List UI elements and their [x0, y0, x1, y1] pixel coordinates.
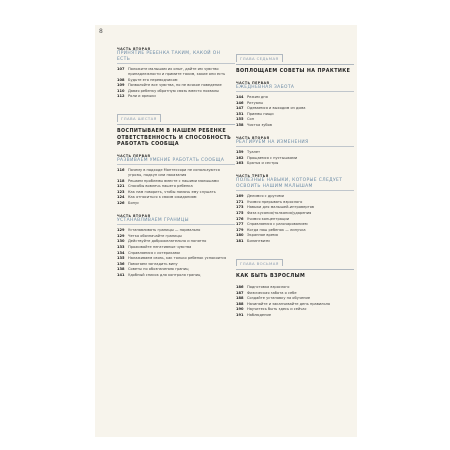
entry-title: Наблюдение	[247, 313, 272, 318]
entry-title: Учимся концентрации	[247, 216, 290, 221]
toc-entry	[236, 106, 354, 111]
part-label: ЧАСТЬ ВТОРАЯ	[117, 47, 151, 51]
entry-title: Как нам говорить, чтобы помочь ему слушать	[128, 189, 216, 194]
page-ref: 138	[117, 267, 125, 272]
toc-entry	[236, 239, 354, 244]
page-ref: 179	[236, 227, 244, 232]
toc-entry	[236, 95, 354, 100]
chapter-six	[117, 105, 235, 278]
toc-entry	[117, 83, 235, 88]
toc-entry	[117, 195, 235, 200]
toc-entry	[236, 205, 354, 210]
entry-title: Справляемся с разочарованием	[247, 222, 308, 227]
toc-entry	[117, 94, 235, 99]
toc-entry	[236, 101, 354, 106]
toc-entry	[117, 228, 235, 233]
chapter-title: ВОСПИТЫВАЕМ В НАШЕМ РЕБЕНКЕ ОТВЕТСТВЕННОСТЬ И СПОСОБНОСТЬ РАБОТАТЬ СООБЩА	[117, 129, 232, 148]
entry-title: Положите малышам их опыт, дайте им чувство принадлежности и примите таким, какие они есть	[128, 67, 226, 77]
page-ref: 110	[117, 88, 125, 93]
toc-entry	[117, 251, 235, 256]
entry-title: Позволяйте все чувства, но не всякое поведение	[128, 83, 222, 88]
page-ref: 188	[236, 301, 244, 306]
toc-entry	[236, 217, 354, 222]
page-ref: 173	[236, 205, 244, 210]
page-ref: 112	[117, 94, 125, 99]
page-ref: 187	[236, 290, 244, 295]
chapter-title: ВОПЛОЩАЕМ СОВЕТЫ НА ПРАКТИКЕ	[236, 69, 351, 74]
toc-entry	[117, 184, 235, 189]
toc-entry	[236, 156, 354, 161]
page-ref: 171	[236, 199, 244, 204]
page-ref: 169	[236, 194, 244, 199]
toc-entry	[117, 267, 235, 272]
page-ref: 126	[117, 201, 125, 206]
toc-entry	[117, 245, 235, 250]
entry-title: Сон	[247, 117, 255, 122]
entry-title: Удобный список для контроля границ	[128, 272, 201, 277]
toc-entry	[236, 211, 354, 216]
part-title: ПРИНЯТИЕ РЕБЕНКА ТАКИМ, КАКОЙ ОН ЕСТЬ	[117, 51, 235, 64]
page-ref: 146	[236, 100, 244, 105]
toc-entry	[236, 117, 354, 122]
entry-title: Четко обозначайте границы	[128, 233, 182, 238]
entry-title: Способы вовлечь нашего ребенка	[128, 184, 193, 189]
part-label: ЧАСТЬ ВТОРАЯ	[236, 135, 270, 140]
right-column	[236, 45, 354, 319]
part-title: ПОЛЕЗНЫЕ НАВЫКИ, КОТОРЫЕ СЛЕДУЕТ ОСВОИТЬ НАШИМ МАЛЫШАМ	[236, 178, 354, 191]
chapter-seven	[236, 45, 354, 244]
entry-title: Налаживаем связь, как только ребенок успокоится	[128, 256, 227, 261]
section-accepting-child	[117, 47, 235, 99]
chapter-tag: ГЛАВА СЕДЬМАЯ	[236, 54, 283, 62]
left-column	[117, 45, 235, 279]
entry-title: Приемы пищи	[247, 111, 274, 116]
entry-title: Роли и ярлыки	[128, 94, 156, 99]
entry-title: Экранное время	[247, 233, 278, 238]
toc-entry	[117, 239, 235, 244]
page-ref: 180	[236, 233, 244, 238]
chapter-title: КАК БЫТЬ ВЗРОСЛЫМ	[236, 273, 306, 279]
page-ref: 129	[117, 233, 125, 238]
entry-title: Почему в подходе Монтессори не используются угрозы, подкуп или наказания	[128, 168, 220, 178]
entry-list	[236, 194, 354, 244]
entry-title: Фаза кусания/толкания/ударения	[247, 211, 312, 215]
page-ref: 135	[117, 256, 125, 261]
entry-title: Братья и сестры	[247, 161, 279, 166]
toc-entry	[236, 194, 354, 199]
part-title: РЕАГИРУЕМ НА ИЗМЕНЕНИЯ	[236, 140, 354, 148]
toc-entry	[117, 179, 235, 184]
toc-entry	[117, 78, 235, 83]
page-ref: 118	[117, 178, 125, 183]
toc-entry	[117, 190, 235, 195]
entry-title: Устанавливать границы — нормально	[128, 228, 201, 233]
page-ref: 141	[117, 272, 125, 277]
chapter-tag: ГЛАВА ВОСЬМАЯ	[236, 259, 283, 267]
page-ref: 190	[236, 307, 244, 312]
page-ref: 158	[236, 123, 244, 128]
toc-entry	[236, 222, 354, 227]
page-ref: 155	[236, 117, 244, 122]
part-label: ЧАСТЬ ПЕРВАЯ	[236, 80, 270, 85]
page-ref: 176	[236, 216, 244, 221]
page-ref: 181	[236, 238, 244, 243]
entry-title: Физическая забота о себе	[247, 290, 297, 295]
entry-title: Помогаем загладить вину	[128, 261, 178, 266]
entry-list	[117, 67, 235, 99]
entry-title: Режим дня	[247, 95, 268, 100]
toc-entry	[117, 67, 235, 77]
page-ref: 108	[117, 77, 125, 82]
toc-entry	[236, 228, 354, 233]
page-ref: 129	[117, 228, 125, 233]
entry-title: Решаем проблемы вместе с нашими малышами	[128, 178, 219, 183]
entry-list	[117, 168, 235, 206]
page-number: 8	[99, 28, 103, 35]
entry-title: Туалет	[247, 150, 261, 155]
part-title: ЕЖЕДНЕВНАЯ ЗАБОТА	[236, 85, 354, 93]
entry-title: Прощаемся с пустышками	[247, 155, 298, 160]
page-ref: 136	[117, 261, 125, 266]
page-ref: 147	[236, 106, 244, 111]
page-ref: 130	[117, 239, 125, 244]
page-ref: 109	[117, 83, 125, 88]
toc-entry	[236, 233, 354, 238]
entry-list	[117, 228, 235, 278]
entry-list	[236, 285, 354, 318]
entry-list	[236, 95, 354, 128]
page-ref: 107	[117, 67, 125, 72]
part-label: ЧАСТЬ ВТОРАЯ	[117, 213, 151, 218]
entry-title: Чистка зубов	[247, 123, 272, 128]
page-ref: 191	[236, 313, 244, 318]
page-ref: 123	[117, 189, 125, 194]
page-ref: 116	[117, 168, 125, 173]
chapter-divider	[117, 124, 235, 125]
page-ref: 159	[236, 150, 244, 155]
entry-title: Подготовка взрослого	[247, 285, 290, 290]
toc-entry	[236, 123, 354, 128]
entry-title: Делимся с другими	[247, 194, 284, 199]
entry-title: Советы по обозначению границ	[128, 267, 189, 272]
toc-entry	[117, 262, 235, 267]
toc-entry	[117, 89, 235, 94]
part-label: ЧАСТЬ ПЕРВАЯ	[117, 153, 151, 158]
entry-title: Ритуалы	[247, 100, 264, 105]
chapter-tag: ГЛАВА ШЕСТАЯ	[117, 114, 161, 122]
page-ref: 163	[236, 161, 244, 166]
page-ref: 175	[236, 211, 244, 215]
toc-entry	[236, 150, 354, 155]
page-ref: 134	[117, 250, 125, 255]
entry-title: Будьте его переводчиком	[128, 77, 178, 82]
book-page	[95, 25, 357, 437]
entry-title: Как относиться к своим ожиданиям	[128, 195, 197, 200]
chapter-divider	[236, 64, 354, 65]
entry-title: Действуйте доброжелательно и понятно	[128, 239, 207, 244]
page-ref: 177	[236, 222, 244, 227]
entry-title: Справляемся с истериками	[128, 250, 180, 255]
entry-title: Одеваемся и выходим из дома	[247, 106, 306, 111]
toc-entry	[236, 285, 354, 290]
toc-entry	[236, 112, 354, 117]
toc-entry	[236, 307, 354, 312]
part-title: РАЗВИВАЕМ УМЕНИЕ РАБОТАТЬ СООБЩА	[117, 158, 235, 166]
toc-entry	[117, 273, 235, 278]
entry-title: Когда наш ребенок — липучка	[247, 227, 306, 232]
part-label: ЧАСТЬ ТРЕТЬЯ	[236, 174, 269, 179]
toc-entry	[117, 234, 235, 239]
toc-entry	[236, 161, 354, 166]
entry-title: Научитесь быть здесь и сейчас	[247, 307, 307, 312]
toc-entry	[117, 168, 235, 178]
entry-title: Билингвизм	[247, 238, 270, 243]
page-ref: 162	[236, 155, 244, 160]
toc-entry	[117, 256, 235, 261]
page-ref: 144	[236, 95, 244, 100]
toc-entry	[236, 291, 354, 296]
entry-title: Начинайте и заканчивайте день правильно	[247, 301, 331, 306]
entry-title: Давая ребенку обратную связь вместо похвалы	[128, 88, 219, 93]
toc-entry	[236, 200, 354, 205]
entry-title: Создайте установку на обучение	[247, 296, 311, 301]
toc-entry	[117, 201, 235, 206]
entry-title: Навыки для малышей-интровертов	[247, 205, 315, 210]
part-title: УСТАНАВЛИВАЕМ ГРАНИЦЫ	[117, 218, 235, 226]
toc-entry	[236, 296, 354, 301]
entry-title: Проживайте негативные чувства	[128, 245, 192, 249]
toc-entry	[236, 302, 354, 307]
chapter-divider	[236, 269, 354, 270]
toc-entry	[236, 313, 354, 318]
chapter-eight	[236, 250, 354, 318]
page-ref: 151	[236, 111, 244, 116]
entry-title: Учимся прерывать взрослого	[247, 199, 303, 204]
page-ref: 186	[236, 285, 244, 290]
entry-title: Бонус	[128, 201, 140, 206]
page-ref: 124	[117, 195, 125, 200]
page-ref: 121	[117, 184, 125, 189]
page-ref: 188	[236, 296, 244, 301]
entry-list	[236, 150, 354, 166]
page-ref: 133	[117, 245, 125, 249]
